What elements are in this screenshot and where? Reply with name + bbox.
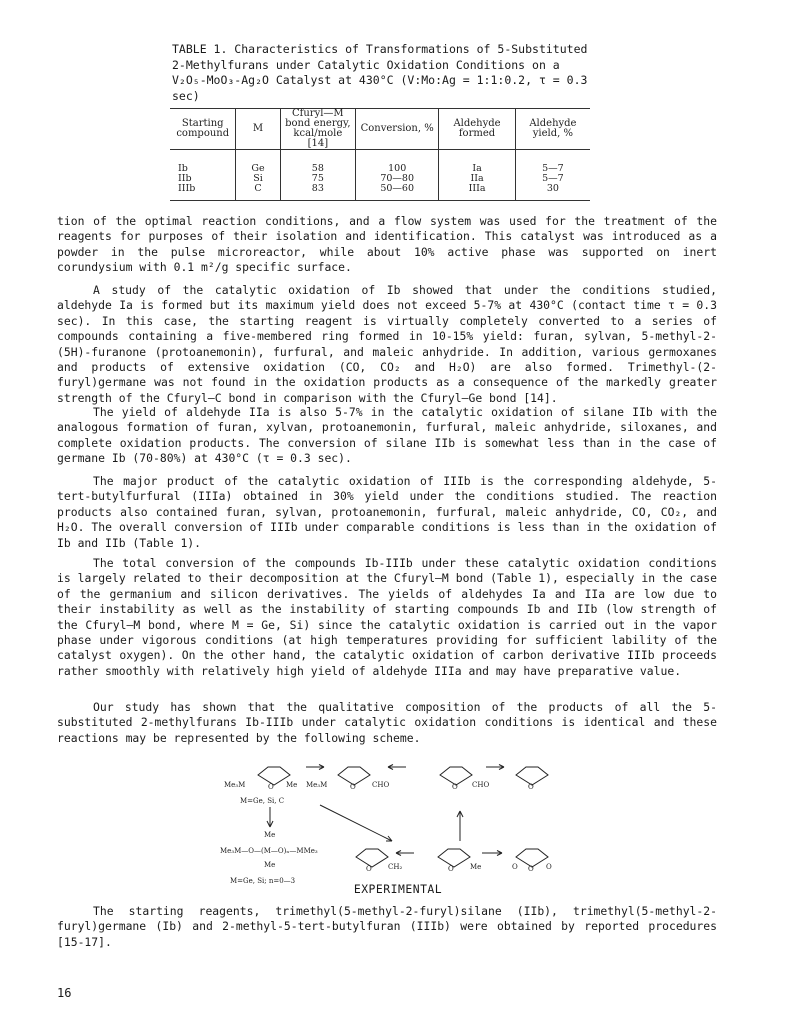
section-heading-experimental: EXPERIMENTAL [353, 882, 443, 896]
scheme-label: O [512, 863, 518, 871]
paragraph-6: Our study has shown that the qualitative composition of the products of all the 5-substituted 2-methylfurans Ib-IIIb under catalytic oxidation conditions is identical and these reactions may be represented by the following scheme. [57, 700, 717, 745]
scheme-label: O [452, 783, 458, 791]
header-m: M [236, 109, 280, 150]
col-aldehyde-yield [515, 150, 590, 201]
col-m [236, 150, 280, 201]
page-number: 16 [57, 986, 72, 1000]
table-cell: IIa [470, 173, 484, 184]
table-cell: Ia [472, 163, 482, 174]
scheme-label: Me₃M—O—(M—O)ₙ—MMe₃ [220, 847, 318, 855]
table-cell: 50—60 [380, 183, 415, 194]
scheme-label: CH₂ [388, 863, 403, 871]
scheme-label: O [448, 865, 454, 873]
scheme-label: O [546, 863, 552, 871]
scheme-label: Me [286, 781, 298, 789]
scheme-label: Me [470, 863, 482, 871]
scheme-label: O [366, 865, 372, 873]
paragraph-2: A study of the catalytic oxidation of Ib showed that under the conditions studied, aldehyde Ia is formed but its maximum yield does not exceed 5-7% at 430°C (contact time τ = 0.3 sec). In this case, the starting reagent is virtually completely converted to a series of compounds containing a five-membered ring formed in 10-15% yield: furan, sylvan, 5-methyl-2-(5H)-furanone (protoanemonin), furfural, and maleic anhydride. In addition, various germoxanes and products of extensive oxidation (CO, CO₂ and H₂O) are also formed. Trimethyl-(2-furyl)germane was not found in the oxidation products as a consequence of the markedly greater strength of the Cfuryl—C bond in comparison with the Cfuryl—Ge bond [14]. [57, 283, 717, 405]
scheme-label: O [268, 783, 274, 791]
scheme-label: Me₃M [306, 781, 328, 789]
table-cell: Si [253, 173, 263, 184]
col-bond-energy [280, 150, 356, 201]
scheme-label: O [528, 783, 534, 791]
col-conversion [356, 150, 439, 201]
scheme-label: M=Ge, Si; n=0—3 [230, 877, 296, 885]
table-cell: C [254, 183, 262, 194]
table-cell: 83 [311, 183, 324, 194]
table-cell: 5—7 [542, 173, 564, 184]
scheme-label: O [350, 783, 356, 791]
table-cell: 75 [311, 173, 324, 184]
table-cell: 70—80 [380, 173, 415, 184]
header-starting-compound: Starting compound [170, 109, 236, 150]
table-caption: TABLE 1. Characteristics of Transformations of 5-Substituted 2-Methylfurans under Catalytic Oxidation Conditions on a V₂O₅-MoO₃-Ag₂O Catalyst at 430°C (V:Mo:Ag = 1:1:0.2, τ = 0.3 sec) [172, 42, 588, 103]
scheme-label: Me [264, 861, 276, 869]
scheme-label: CHO [472, 781, 490, 789]
header-bond-energy: Cfuryl—M bond energy, kcal/mole [14] [280, 109, 356, 150]
table-cell: 100 [388, 163, 407, 174]
scheme-label: Me [264, 831, 276, 839]
table-row [170, 150, 590, 201]
paragraph-5: The total conversion of the compounds Ib-IIIb under these catalytic oxidation conditions is largely related to their decomposition at the Cfuryl—M bond (Table 1), especially in the case of the germanium and silicon derivatives. The yields of aldehydes Ia and IIa are low due to their instability as well as the instability of starting compounds Ib and IIb (low strength of the Cfuryl—M bond, where M = Ge, Si) since the catalytic oxidation is carried out in the vapor phase under vigorous conditions (at high temperatures providing for sufficient lability of the catalyst oxygen). On the other hand, the catalytic oxidation of carbon derivative IIIb proceeds rather smoothly with relatively high yield of aldehyde IIIa and may have preparative value. [57, 556, 717, 678]
scheme-label: Me₃M [224, 781, 246, 789]
table-cell: Ib [178, 163, 188, 174]
data-table [170, 108, 590, 201]
table-cell: IIIa [468, 183, 486, 194]
header-aldehyde-formed: Aldehyde formed [439, 109, 516, 150]
scheme-label: M=Ge, Si, C [240, 797, 285, 805]
table-cell: Ge [251, 163, 265, 174]
table-cell: IIIb [178, 183, 196, 194]
scheme-label: O [528, 865, 534, 873]
paragraph-3: The yield of aldehyde IIa is also 5-7% in the catalytic oxidation of silane IIb with the analogous formation of furan, xylvan, protoanemonin, furfural, maleic anhydride, siloxanes, and complete oxidation products. The conversion of silane IIb is somewhat less than in the case of germane Ib (70-80%) at 430°C (τ = 0.3 sec). [57, 405, 717, 466]
scheme-label: CHO [372, 781, 390, 789]
col-aldehyde-formed [439, 150, 516, 201]
table-cell: IIb [178, 173, 192, 184]
header-conversion: Conversion, % [356, 109, 439, 150]
table-header-row [170, 109, 590, 150]
paragraph-4: The major product of the catalytic oxidation of IIIb is the corresponding aldehyde, 5-tert-butylfurfural (IIIa) obtained in 30% yield under the conditions studied. The reaction products also contained furan, sylvan, protoanemonin, furfural, maleic anhydride, CO, CO₂, and H₂O. The overall conversion of IIIb under comparable conditions is less than in the oxidation of Ib and IIb (Table 1). [57, 474, 717, 550]
header-aldehyde-yield: Aldehyde yield, % [515, 109, 590, 150]
paragraph-7: The starting reagents, trimethyl(5-methyl-2-furyl)silane (IIb), trimethyl(5-methyl-2-furyl)germane (Ib) and 2-methyl-5-tert-butylfuran (IIIb) were obtained by reported procedures [15-17]. [57, 904, 717, 949]
table-cell: 5—7 [542, 163, 564, 174]
col-starting-compound [170, 150, 236, 201]
paragraph-1: tion of the optimal reaction conditions, and a flow system was used for the treatment of the reagents for purposes of their isolation and identification. This catalyst was introduced as a powder in the pulse microreactor, while about 10% active phase was supported on inert corundysium with 0.1 m²/g specific surface. [57, 214, 717, 275]
table-cell: 30 [546, 183, 559, 194]
table-cell: 58 [311, 163, 324, 174]
